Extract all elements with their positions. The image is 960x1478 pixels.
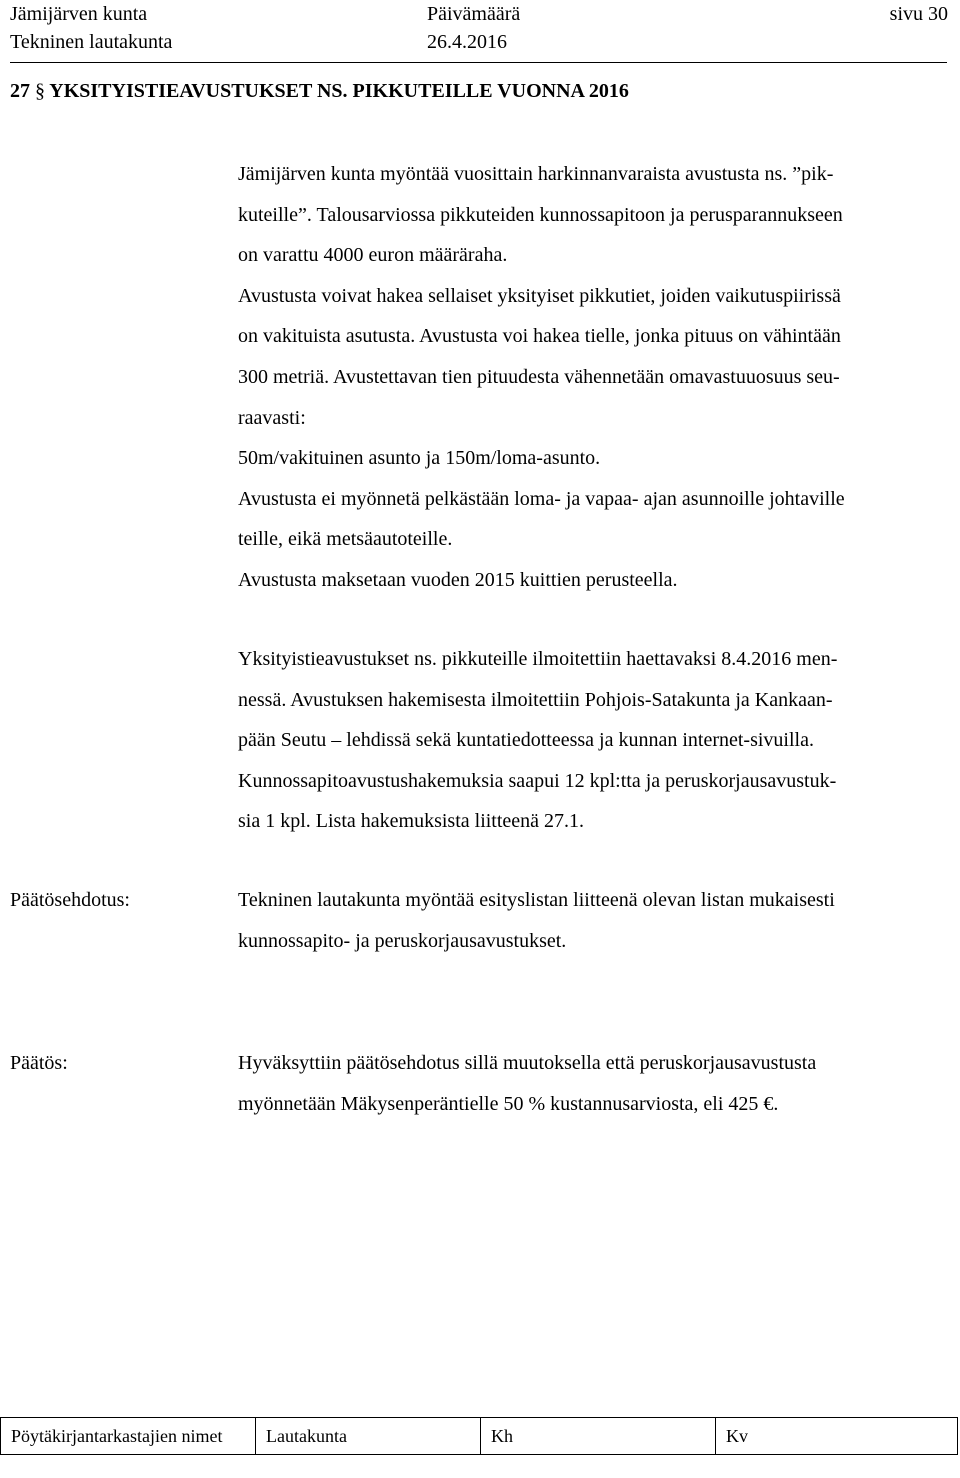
footer-kv-cell: Kv bbox=[716, 1418, 958, 1455]
municipality-name: Jämijärven kunta bbox=[10, 3, 148, 25]
text-line: Avustusta voivat hakea sellaiset yksityiset pikkutiet, joiden vaikutuspiirissä bbox=[238, 284, 841, 307]
section-number: 27 bbox=[10, 80, 30, 102]
text-line: teille, eikä metsäautoteille. bbox=[238, 528, 453, 551]
text-line: Jämijärven kunta myöntää vuosittain harkinnanvaraista avustusta ns. ”pik- bbox=[238, 163, 834, 185]
text-line: 300 metriä. Avustettavan tien pituudesta vähennetään omavastuuosuus seu- bbox=[238, 365, 840, 388]
intro-paragraph bbox=[238, 154, 953, 601]
date-label: Päivämäärä bbox=[427, 3, 521, 25]
committee-name: Tekninen lautakunta bbox=[10, 31, 173, 53]
header-divider bbox=[10, 62, 947, 63]
text-line: raavasti: bbox=[238, 406, 306, 429]
text-line: Hyväksyttiin päätösehdotus sillä muutoksella että peruskorjausavustusta bbox=[238, 1052, 817, 1074]
footer-kh-cell: Kh bbox=[481, 1418, 716, 1455]
text-line: Avustusta ei myönnetä pelkästään loma- ja vapaa- ajan asunnoille johtaville bbox=[238, 487, 845, 510]
text-line: pään Seutu – lehdissä sekä kuntatiedotteessa ja kunnan internet-sivuilla. bbox=[238, 729, 814, 752]
text-line: on vakituista asutusta. Avustusta voi hakea tielle, jonka pituus on vähintään bbox=[238, 325, 841, 348]
text-line: kunnossapito- ja peruskorjausavustukset. bbox=[238, 929, 567, 952]
footer-committee-cell: Lautakunta bbox=[256, 1418, 481, 1455]
footer-reviewers-cell: Pöytäkirjantarkastajien nimet bbox=[1, 1418, 256, 1455]
text-line: sia 1 kpl. Lista hakemuksista liitteenä 27.1. bbox=[238, 810, 585, 833]
decision-text bbox=[238, 1043, 953, 1124]
text-line: nessä. Avustuksen hakemisesta ilmoitettiin Pohjois-Satakunta ja Kankaan- bbox=[238, 688, 833, 711]
text-line: 50m/vakituinen asunto ja 150m/loma-asunto. bbox=[238, 447, 601, 470]
section-symbol: § bbox=[35, 80, 45, 102]
date-value: 26.4.2016 bbox=[427, 31, 507, 53]
text-line: kuteille”. Talousarviossa pikkuteiden kunnossapitoon ja perusparannukseen bbox=[238, 203, 843, 226]
proposal-text bbox=[238, 880, 953, 961]
decision-label: Päätös: bbox=[10, 1052, 68, 1074]
application-paragraph bbox=[238, 639, 953, 842]
text-line: Yksityistieavustukset ns. pikkuteille ilmoitettiin haettavaksi 8.4.2016 men- bbox=[238, 648, 838, 670]
page-number: sivu 30 bbox=[889, 3, 948, 25]
text-line: myönnetään Mäkysenperäntielle 50 % kustannusarviosta, eli 425 €. bbox=[238, 1092, 779, 1115]
text-line: Tekninen lautakunta myöntää esityslistan liitteenä olevan listan mukaisesti bbox=[238, 889, 835, 911]
text-line: on varattu 4000 euron määräraha. bbox=[238, 244, 508, 267]
text-line: Kunnossapitoavustushakemuksia saapui 12 kpl:tta ja peruskorjausavustuk- bbox=[238, 769, 837, 792]
proposal-label: Päätösehdotus: bbox=[10, 889, 130, 911]
text-line: Avustusta maksetaan vuoden 2015 kuittien perusteella. bbox=[238, 568, 678, 591]
section-heading: YKSITYISTIEAVUSTUKSET NS. PIKKUTEILLE VUONNA 2016 bbox=[49, 80, 629, 102]
footer-signature-table bbox=[0, 1417, 958, 1455]
section-title bbox=[10, 78, 629, 104]
